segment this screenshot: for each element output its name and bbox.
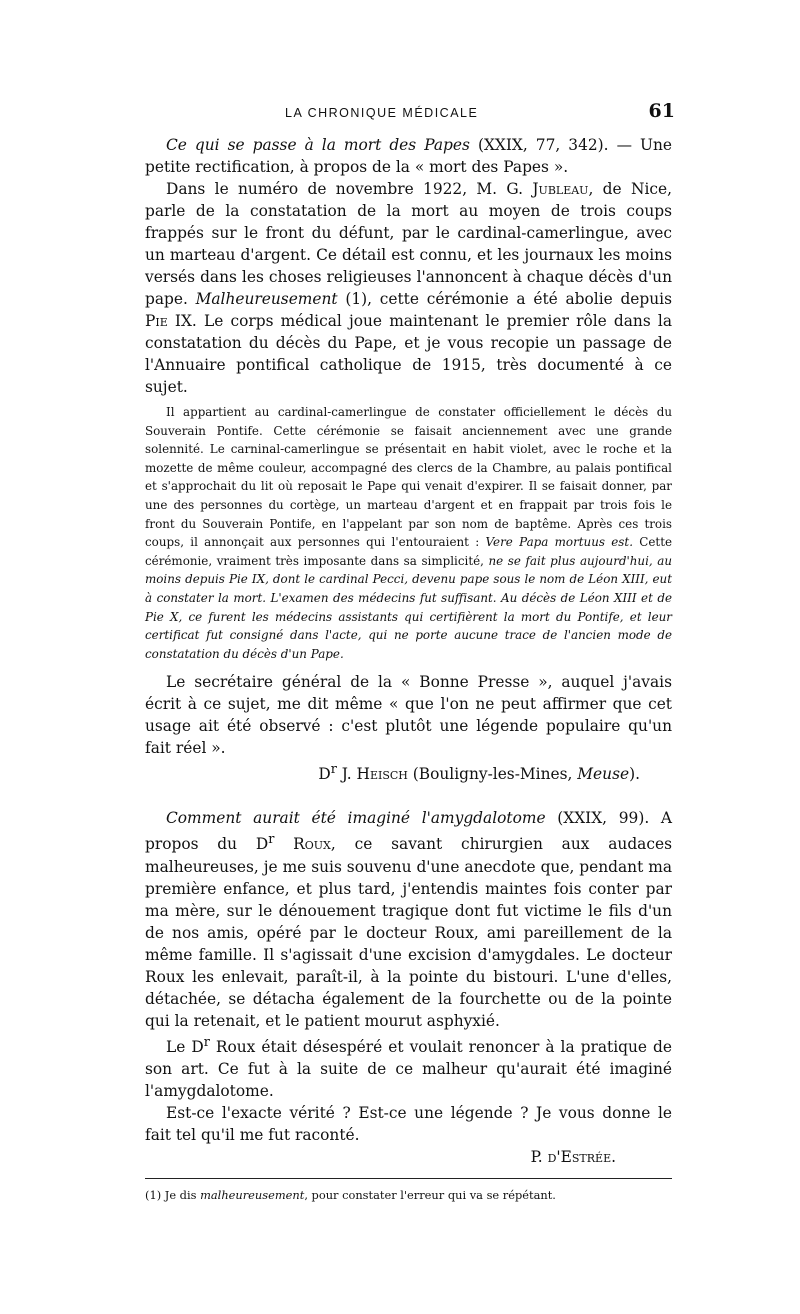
signature-heisch: $D^r$ J. Heisch (Bouligny-les-Mines, Meuse).	[318, 762, 640, 784]
footnote: (1) Je dis malheureusement, pour constater l'erreur qui va se répétant.	[145, 1187, 556, 1202]
section1-paragraph-1: Dans le numéro de novembre 1922, M. G. Jubleau, de Nice, parle de la constatation de la mort au moyen de trois coups frappés sur le front du défunt, par le cardinal-camerlingue, avec un marteau d'argent. Ce détail est connu, et les journaux les moins versés dans les choses religieuses l'annoncent à chaque décès d'un pape. Malheureusement (1), cette cérémonie a été abolie depuis Pie IX. Le corps médical joue maintenant le premier rôle dans la constatation du décès du Pape, et je vous recopie un passage de l'Annuaire pontifical catholique de 1915, très documenté à ce sujet.	[145, 180, 672, 396]
signature-estree: P. d'Estrée.	[530, 1147, 616, 1166]
quoted-passage: Il appartient au cardinal-camerlingue de constater officiellement le décès du Souverain Pontife. Cette cérémonie se faisait anciennement avec une grande solennité. Le carninal-camerlingue se présentait en habit violet, avec le roche et la mozette de même couleur, accompagné des clercs de la Chambre, au palais pontifical et s'approchait du lit où reposait le Pape qui venait d'expirer. Il se faisait donner, par une des personnes du cortège, un marteau d'argent et en frappait par trois fois le front du Souverain Pontife, en l'appelant par son nom de baptême. Après ces trois coups, il annonçait aux personnes qui l'entouraient : Vere Papa mortuus est. Cette cérémonie, vraiment très imposante dans sa simplicité, ne se fait plus aujourd'hui, au moins depuis Pie IX, dont le cardinal Pecci, devenu pape sous le nom de Léon XIII, eut à constater la mort. L'examen des médecins fut suffisant. Au décès de Léon XIII et de Pie X, ce furent les médecins assistants qui certifièrent la mort du Pontife, et leur certificat fut consigné dans l'acte, qui ne porte aucune trace de l'ancien mode de constatation du décès d'un Pape.	[145, 405, 673, 661]
section1-ref: (XXIX, 77, 342). — Une petite rectification, à propos de la « mort des Papes ».	[145, 136, 672, 176]
section2-paragraph-3: Est-ce l'exacte vérité ? Est-ce une légende ? Je vous donne le fait tel qu'il me fut raconté.	[145, 1103, 672, 1144]
page-number: 61	[648, 100, 675, 122]
footnote-rule	[145, 1178, 672, 1179]
page-header	[145, 100, 675, 134]
author-name-jubleau: Jubleau	[532, 180, 589, 198]
section2-paragraph-1: Comment aurait été imaginé l'amygdalotome (XXIX, 99). A propos du $D^r$ Roux, ce savant chirurgien aux audaces malheureuses, je me suis souvenu d'une anecdote que, pendant ma première enfance, et plus tard, j'entendis maintes fois conter par ma mère, sur le dénouement tragique dont fut victime le fils d'un de nos amis, opéré par le docteur Roux, ami pareillement de la même famille. Il s'agissait d'une excision d'amygdales. Le docteur Roux les enlevait, paraît-il, à la pointe du bistouri. L'une d'elles, détachée, se détacha également de la fourchette ou de la pointe qui la retenait, et le patient mourut asphyxié.	[145, 809, 672, 1030]
section1-title: Ce qui se passe à la mort des Papes	[166, 136, 470, 154]
section2-title: Comment aurait été imaginé l'amygdalotome	[166, 809, 546, 828]
section1-paragraph-2: Le secrétaire général de la « Bonne Presse », auquel j'avais écrit à ce sujet, me dit même « que l'on ne peut affirmer que cet usage ait été observé : c'est plutôt une légende populaire qu'un fait réel ».	[145, 673, 672, 758]
section1-intro	[145, 134, 672, 178]
section2-paragraph-2: Le $D^r$ Roux était désespéré et voulait renoncer à la pratique de son art. Ce fut à la suite de ce malheur qu'aurait été imaginé l'amygdalotome.	[145, 1034, 672, 1100]
running-title: LA CHRONIQUE MÉDICALE	[285, 106, 479, 120]
book-page	[145, 100, 675, 1203]
